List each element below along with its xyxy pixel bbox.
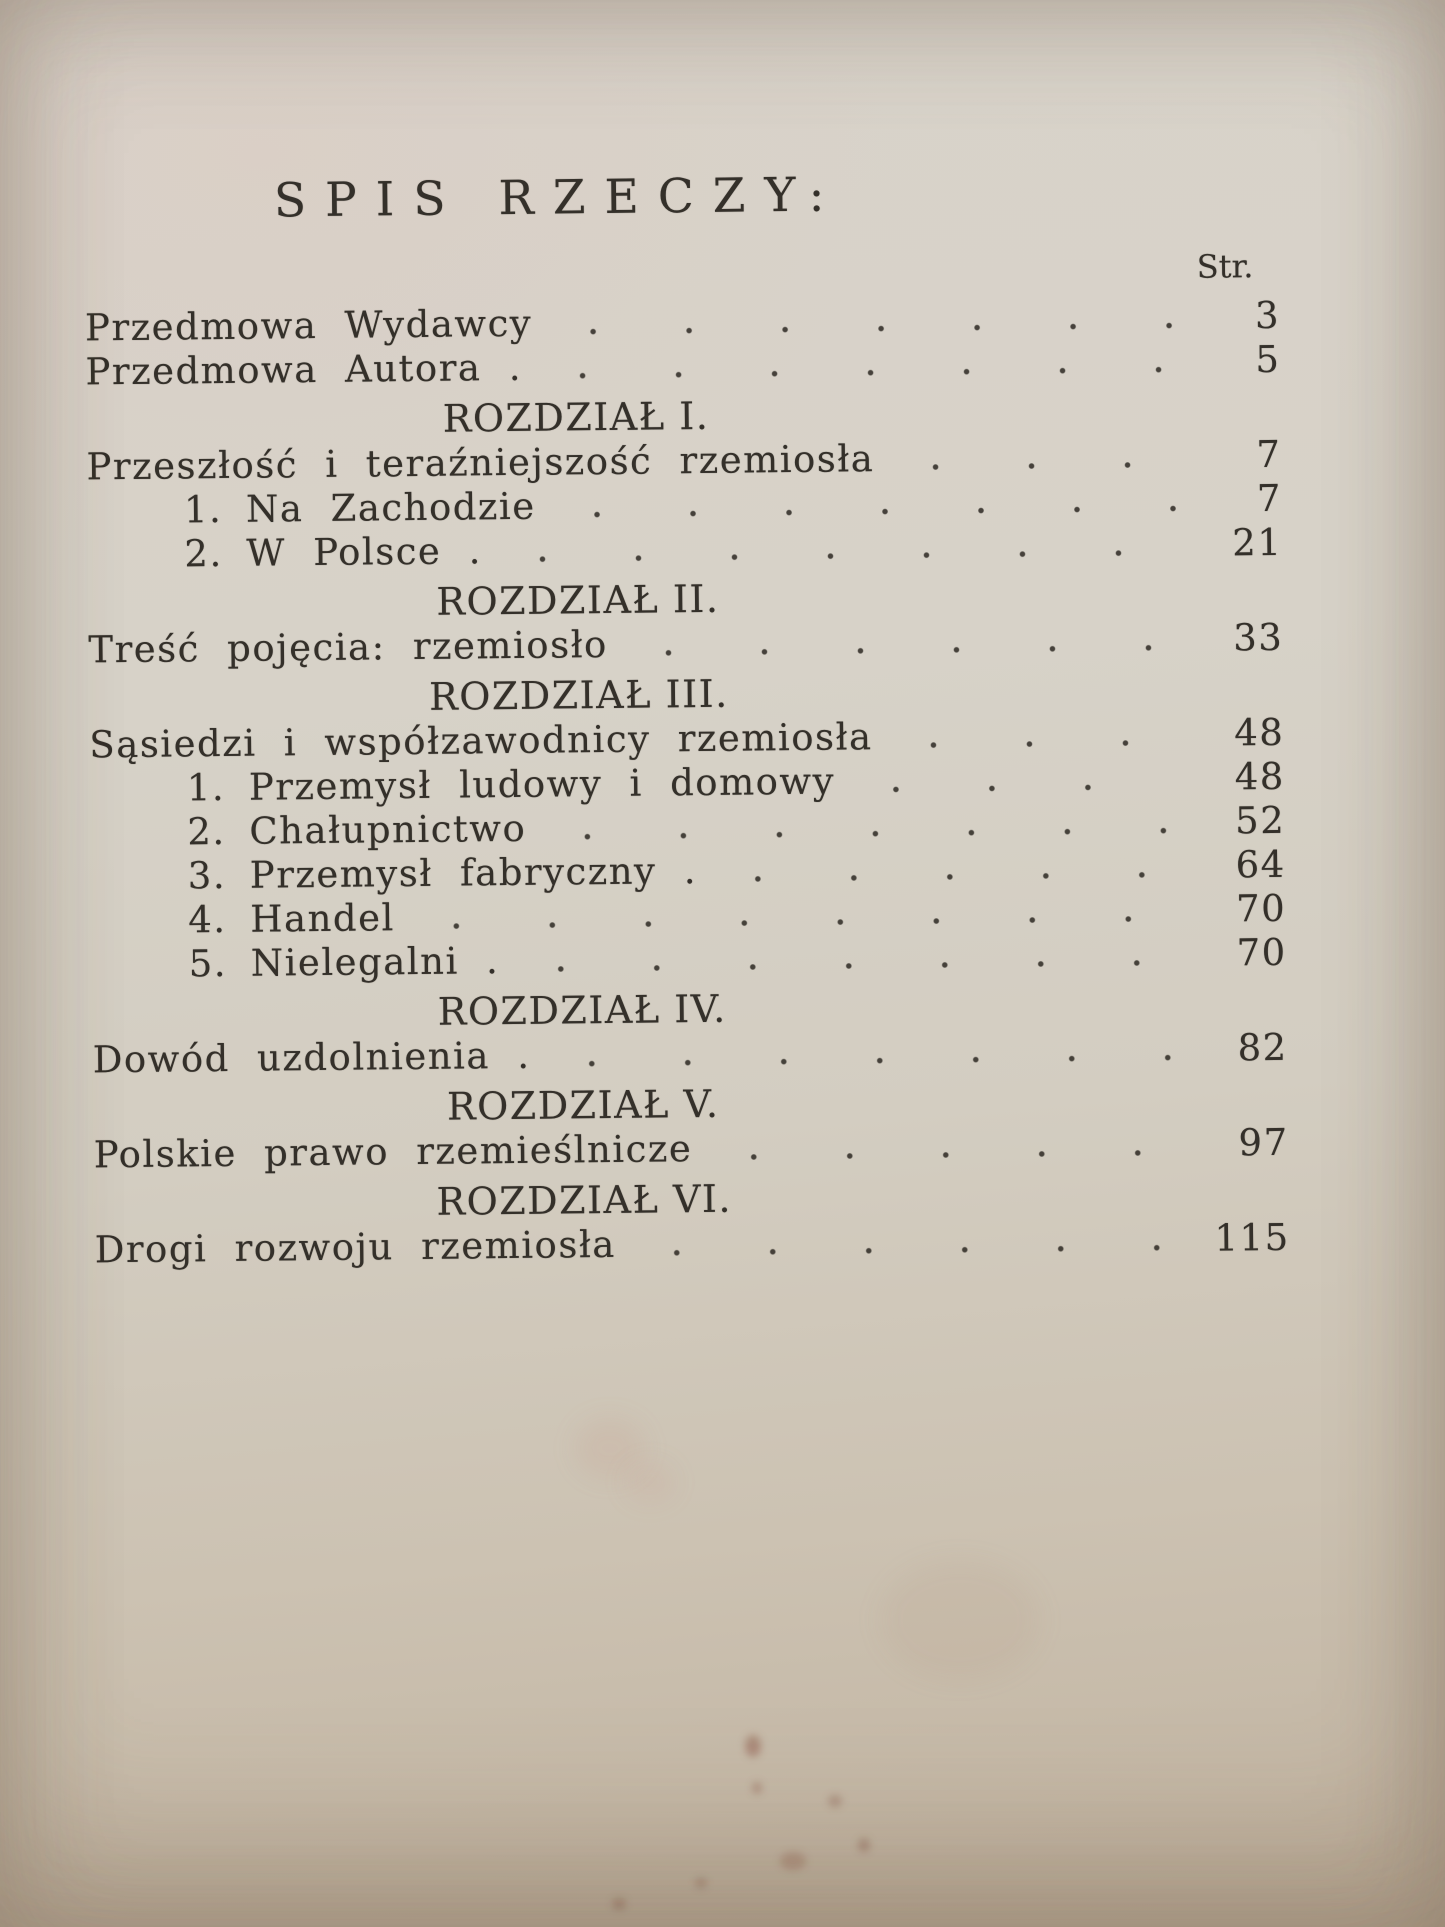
toc-label: Dowód uzdolnienia . xyxy=(92,1033,531,1082)
dot-leader xyxy=(638,644,1178,657)
chapter-heading: ROZDZIAŁ II. xyxy=(436,576,720,624)
toc-item-number: 3. xyxy=(187,853,227,898)
dot-leader xyxy=(529,959,1180,973)
toc-row xyxy=(90,754,1315,810)
toc-list xyxy=(84,293,1320,1272)
toc-row xyxy=(92,1025,1318,1082)
toc-page-number: 3 xyxy=(1254,293,1281,338)
toc-page-number: 64 xyxy=(1235,842,1286,887)
chapter-heading: ROZDZIAŁ V. xyxy=(446,1081,720,1129)
toc-label: Nielegalni . xyxy=(250,939,500,985)
dot-leader xyxy=(561,1054,1182,1068)
toc-page-number: 70 xyxy=(1236,930,1287,975)
dot-leader xyxy=(865,783,1179,793)
toc-row xyxy=(87,476,1312,532)
paper-stain xyxy=(695,1878,707,1888)
toc-label: Przeszłość i teraźniejszość rzemiosła xyxy=(86,437,875,489)
page-title: SPIS RZECZY: xyxy=(273,167,844,229)
toc-label: Przedmowa Wydawcy xyxy=(84,301,533,350)
paper-stain xyxy=(780,1852,806,1870)
toc-item-number: 2. xyxy=(187,809,226,854)
toc-label: Przemysł ludowy i domowy xyxy=(248,759,836,809)
dot-leader xyxy=(512,549,1177,563)
toc-page-number: 7 xyxy=(1256,432,1282,477)
toc-item-number: 2. xyxy=(184,532,223,576)
toc-page-number: 115 xyxy=(1214,1215,1290,1260)
chapter-heading: ROZDZIAŁ VI. xyxy=(436,1176,733,1224)
toc-page-number: 82 xyxy=(1237,1025,1288,1070)
paper-stain xyxy=(880,1560,1040,1680)
paper-stain xyxy=(752,1782,762,1794)
toc-row xyxy=(84,293,1310,350)
toc-page-number: 21 xyxy=(1232,520,1283,565)
dot-leader xyxy=(425,915,1180,930)
chapter-heading: ROZDZIAŁ I. xyxy=(442,393,710,441)
toc-label: Przedmowa Autora . xyxy=(85,345,523,394)
chapter-heading: ROZDZIAŁ IV. xyxy=(437,986,727,1034)
toc-page-number: 7 xyxy=(1256,476,1283,521)
toc-label: Na Zachodzie xyxy=(245,484,536,531)
dot-leader xyxy=(646,1244,1184,1257)
paper-stain xyxy=(575,1418,645,1478)
toc-item-number: 5. xyxy=(188,941,228,986)
toc-label: Chałupnictwo xyxy=(249,806,527,853)
paper-stain xyxy=(625,1462,675,1502)
toc-label: Handel xyxy=(250,896,396,941)
dot-leader xyxy=(552,366,1175,380)
toc-label: Polskie prawo rzemieślnicze xyxy=(93,1127,693,1177)
toc-label: Drogi rozwoju rzemiosła xyxy=(94,1222,617,1272)
dot-leader xyxy=(562,322,1174,335)
toc-page-number: 33 xyxy=(1233,615,1284,660)
toc-row xyxy=(94,1215,1320,1272)
toc-item-number: 1. xyxy=(183,488,223,532)
toc-row xyxy=(86,432,1311,489)
toc-page-number: 48 xyxy=(1234,754,1286,799)
toc-page-number: 52 xyxy=(1234,798,1286,843)
paper-stain xyxy=(828,1795,842,1807)
toc-label: Treść pojęcia: rzemiosło xyxy=(88,622,609,672)
dot-leader xyxy=(556,827,1179,841)
dot-leader xyxy=(566,505,1176,518)
toc-page-number: 5 xyxy=(1255,337,1281,382)
toc-row xyxy=(90,798,1315,854)
toc-row xyxy=(92,930,1317,986)
toc-row xyxy=(91,842,1316,898)
paper-stain xyxy=(745,1735,761,1757)
paper-stain xyxy=(612,1898,626,1910)
toc-item-number: 4. xyxy=(188,897,227,942)
toc-page-number: 48 xyxy=(1234,710,1285,755)
dot-leader xyxy=(904,461,1175,471)
toc-row xyxy=(91,886,1316,942)
toc-row xyxy=(89,710,1314,767)
dot-leader xyxy=(727,871,1180,883)
toc-row xyxy=(93,1120,1319,1177)
chapter-heading: ROZDZIAŁ III. xyxy=(428,671,729,719)
toc-label: Sąsiedzi i współzawodnicy rzemiosła xyxy=(89,715,873,767)
toc-row xyxy=(88,615,1313,672)
dot-leader xyxy=(903,739,1179,749)
toc-item-number: 1. xyxy=(186,765,226,810)
toc-row xyxy=(87,520,1312,576)
paper-stain xyxy=(858,1838,870,1852)
table-of-contents xyxy=(83,159,1319,1276)
toc-label: Przemysł fabryczny . xyxy=(249,849,698,897)
toc-row xyxy=(85,337,1310,394)
dot-leader xyxy=(722,1149,1183,1161)
toc-page-number: 70 xyxy=(1235,886,1287,931)
toc-label: W Polsce . xyxy=(246,529,483,575)
toc-page-number: 97 xyxy=(1238,1120,1289,1165)
page-column-header: Str. xyxy=(1196,247,1254,286)
